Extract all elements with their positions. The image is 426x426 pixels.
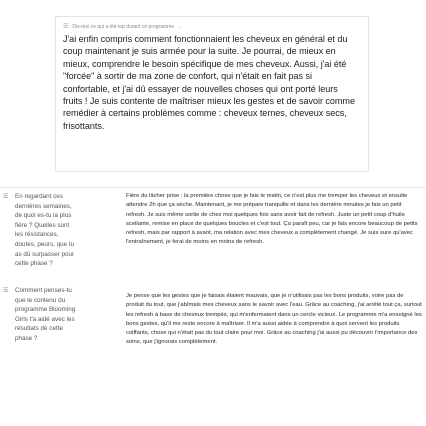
answer-text: Fière du lâcher prise : la première chose que je fais le matin, ce n'est plus me tremper les cheveux et ensuite attendre 2h que ça sèche. Maintenant, je me prépare tranquille et dans les dernière minutes je fais un petit refresh. Je suis même sortie de chez moi quelques fois sans avoir fait de refresh. Juste un petit coup d'huile scellante, remise en place de quelques boucles et c'est tout. Ça paraît peu, car je fais encore beaucoup de petits refresh, mais par rapport à avant, ma relation avec mes cheveux a complètement changé. Je suis sure qu'avec l'entraînement, je ferai de moins en moins de refresh.: [126, 193, 418, 246]
question-cell: [0, 286, 112, 348]
chevron-down-icon[interactable]: ⌄: [178, 23, 183, 30]
card-header: [63, 23, 368, 30]
answer-text: Je pense que les gestes que je faisais étaient mauvais, que je n'utilisais pas les bons produits, voire pas de produit du tout, que j'abîmais mes cheveux sans le savoir avec l'eau. Grâce au coaching, j'ai arrêté tout ça, surtout les refresh à base de cheveux trempés, qui m'enfermaient dans un cercle vicieux. Le programme m'a enseigné les bons gestes, qu'il me reste encore à maîtriser. Il m'a aussi aidée à comprendre à quoi servent les produits coiffants, chose qui n'était pas du tout claire pour moi. Grâce au coaching j'ai aussi pu découvrir l'importance des soins, que j'ignorais complètement.: [126, 293, 422, 346]
card-header-label: Dis-moi ce qui a été top durant ce programme: [72, 23, 175, 30]
document-icon: ☰: [63, 24, 69, 30]
qa-row: [0, 286, 426, 348]
question-text: En regardant ces dernières semaines, de quoi es-tu la plus fière ? Quelles sont les résistances, doutes, peurs, que tu as dû surpasser pour cette phase ?: [15, 193, 75, 268]
card-body-text: J'ai enfin compris comment fonctionnaient les cheveux en général et du coup maintenant je suis armée pour la suite. Je pourrai, de mieux en mieux, comprendre le besoin spécifique de mes cheveux. Aussi, j'ai été "forcée" à sortir de ma zone de confort, qui n'était en fait pas si confortable, et j'ai dû essayer de nouvelles choses qui ont porté leurs fruits ! Je suis contente de maîtriser mieux les gestes et de savoir comme remédier à certains problèmes comme : cheveux ternes, cheveux secs, frisottants.: [63, 34, 355, 131]
question-text: Comment penses-tu que le contenu du programme Blooming Girls t'a aidé avec les résultats de cette phase ?: [15, 287, 76, 342]
document-icon: ☰: [3, 194, 9, 200]
qa-row: [0, 192, 426, 269]
highlight-card: [55, 16, 369, 172]
section-divider: [0, 187, 426, 188]
document-icon: ☰: [3, 288, 9, 294]
question-cell: [0, 192, 112, 269]
